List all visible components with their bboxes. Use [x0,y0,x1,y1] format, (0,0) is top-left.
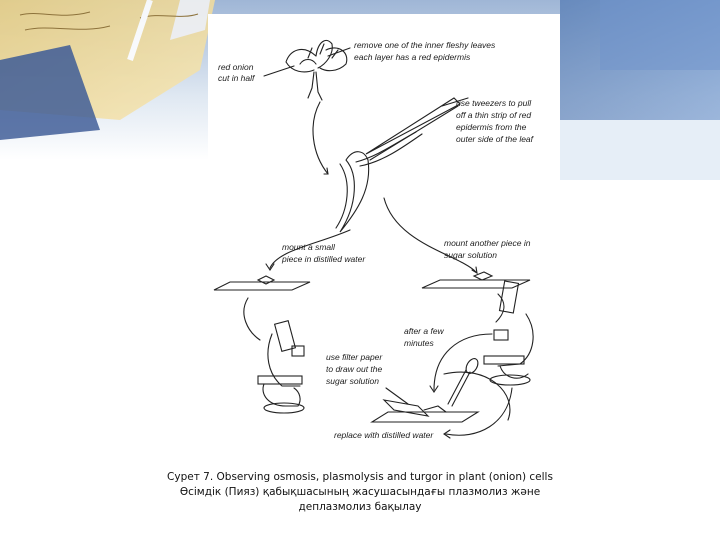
label-remove-leaves: remove one of the inner fleshy leaves each layer has a red epidermis [354,40,496,62]
diagram-drawing [208,14,560,451]
caption-line-1: Сурет 7. Observing osmosis, plasmolysis and turgor in plant (onion) cells [167,471,553,483]
slide-water [214,276,310,290]
dropper-illustration [448,357,480,406]
label-after-minutes: after a few minutes [404,326,444,348]
tweezers-illustration [366,98,460,160]
labels [218,40,535,440]
right-decoration [560,0,720,180]
pointer-onion-cut [264,66,294,76]
slide-sugar [422,272,530,288]
arrow-to-sugar-slide [384,198,476,272]
osmosis-diagram [208,14,560,451]
onion-illustration [286,40,347,100]
arrow-onion-to-leaf [313,102,328,174]
caption-line-3: деплазмолиз бақылау [298,501,422,513]
caption-line-2: Өсімдік (Пияз) қабықшасының жасушасындағы плазмолиз және [179,486,541,498]
arrow-to-left-microscope [244,298,260,340]
left-microscope-illustration [258,321,304,413]
label-replace-water: replace with distilled water [334,430,434,440]
pointer-filter-paper [386,388,408,404]
label-filter-paper: use filter paper to draw out the sugar solution [326,352,383,386]
arrow-after-minutes [434,334,492,390]
label-mount-sugar: mount another piece in sugar solution [444,238,531,260]
label-tweezers: use tweezers to pull off a thin strip of red epidermis from the outer side of the leaf [456,98,534,144]
slide-bottom [372,400,478,422]
label-mount-water: mount a small piece in distilled water [282,242,366,264]
right-microscope-illustration [484,281,533,385]
figure-caption [140,470,580,515]
label-onion-cut: red onion cut in half [218,62,255,83]
